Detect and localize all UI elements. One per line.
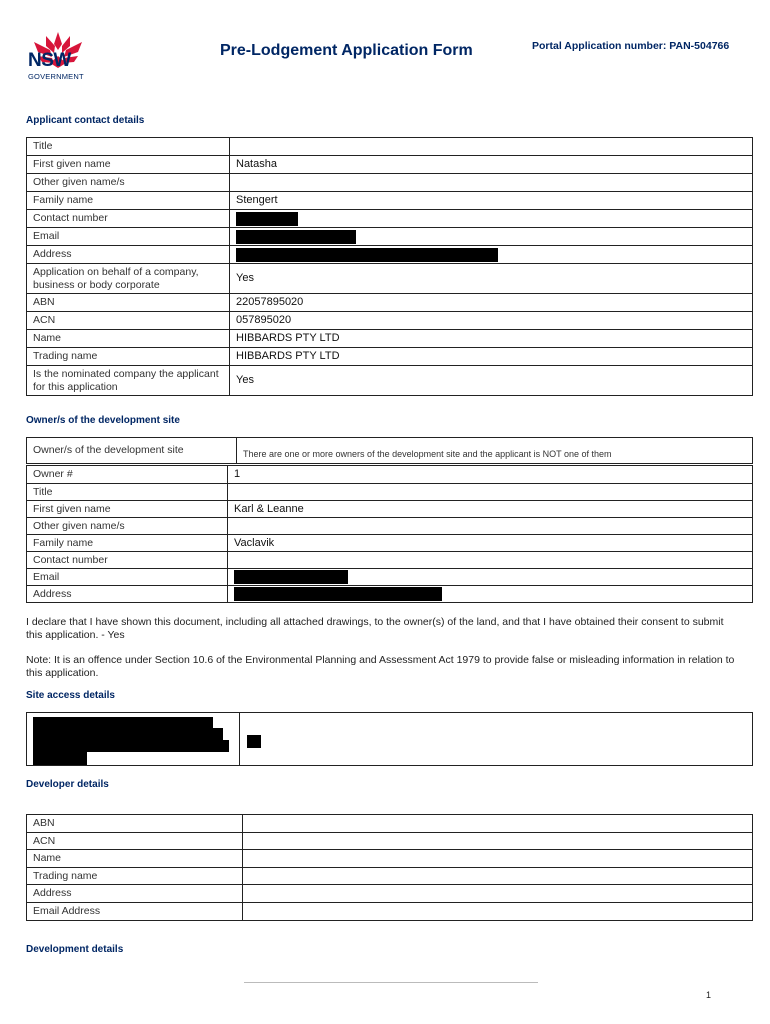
table-row [27,246,753,264]
section-heading-site-access: Site access details [26,690,115,701]
footer-divider [244,982,538,983]
table-row [27,174,753,192]
row-value [230,228,753,246]
row-label: Address [27,885,243,903]
row-value [230,246,753,264]
row-label: ACN [27,312,230,330]
table-row [27,330,753,348]
table-row [27,138,753,156]
row-value [228,552,753,569]
row-label: Owner/s of the development site [27,438,237,464]
table-row [27,586,753,603]
row-label: First given name [27,156,230,174]
developer-details-table [26,814,753,921]
row-value: HIBBARDS PTY LTD [230,348,753,366]
row-label: ABN [27,815,243,833]
table-row [27,264,753,294]
cell-divider [239,713,240,765]
redaction-bar [236,230,356,244]
redaction-bar [234,570,348,584]
row-label: Email [27,228,230,246]
redaction-bar [33,728,223,740]
row-value [230,138,753,156]
table-row [27,312,753,330]
portal-application-number: Portal Application number: PAN-504766 [532,40,730,52]
row-value [228,484,753,501]
row-label: Family name [27,535,228,552]
row-value [243,850,753,868]
site-access-box [26,712,753,766]
row-value: 057895020 [230,312,753,330]
redaction-bar [236,212,298,226]
row-label: Address [27,586,228,603]
owner-consent-declaration: I declare that I have shown this document, including all attached drawings, to the owner(s) of the land, and that I have obtained their consent to submit this application. - Yes [26,616,724,641]
table-row [27,815,753,833]
table-row [27,294,753,312]
redaction-bar [236,248,498,262]
row-label: First given name [27,501,228,518]
row-value [228,586,753,603]
row-label: Contact number [27,552,228,569]
row-value [243,903,753,921]
row-value: Karl & Leanne [228,501,753,518]
table-row [27,518,753,535]
row-label: Is the nominated company the applicant for this application [27,366,230,396]
row-label: Title [27,138,230,156]
row-label: Other given name/s [27,174,230,192]
table-row [27,885,753,903]
row-value [243,833,753,850]
table-row [27,484,753,501]
row-label: Address [27,246,230,264]
applicant-details-table [26,137,753,396]
row-value: Vaclavik [228,535,753,552]
row-value [243,885,753,903]
section-heading-developer: Developer details [26,779,109,790]
owners-summary-table [26,437,753,464]
row-value: 22057895020 [230,294,753,312]
table-row [27,501,753,518]
redaction-bar [234,587,442,601]
row-value [243,815,753,833]
row-value: There are one or more owners of the development site and the applicant is NOT one of them [237,438,753,464]
row-label: Name [27,330,230,348]
row-label: Email [27,569,228,586]
row-value: Stengert [230,192,753,210]
row-label: Trading name [27,868,243,885]
section-heading-applicant: Applicant contact details [26,115,145,126]
section-heading-owners: Owner/s of the development site [26,415,180,426]
owner-details-table [26,465,753,603]
row-label: Other given name/s [27,518,228,535]
row-label: Email Address [27,903,243,921]
redaction-bar [33,751,87,765]
table-row [27,850,753,868]
logo-wordmark: NSW [28,50,71,71]
row-label: ABN [27,294,230,312]
table-row [27,192,753,210]
row-value: Natasha [230,156,753,174]
offence-note: Note: It is an offence under Section 10.6 of the Environmental Planning and Assessment Act 1979 to provide false or misleading information in relation to this application. [26,654,735,679]
row-label: Owner # [27,466,228,484]
row-label: Trading name [27,348,230,366]
table-row [27,438,753,464]
table-row [27,868,753,885]
row-label: Name [27,850,243,868]
row-label: ACN [27,833,243,850]
table-row [27,228,753,246]
row-value [230,174,753,192]
table-row [27,569,753,586]
row-value: HIBBARDS PTY LTD [230,330,753,348]
row-label: Title [27,484,228,501]
page-title: Pre-Lodgement Application Form [220,42,473,59]
row-value: Yes [230,366,753,396]
row-value: Yes [230,264,753,294]
table-row [27,366,753,396]
redaction-bar [247,735,261,748]
row-label: Family name [27,192,230,210]
page-number: 1 [706,990,712,1000]
table-row [27,466,753,484]
table-row [27,210,753,228]
row-label: Application on behalf of a company, business or body corporate [27,264,230,294]
table-row [27,156,753,174]
table-row [27,903,753,921]
row-value [228,518,753,535]
row-label: Contact number [27,210,230,228]
table-row [27,348,753,366]
row-value: 1 [228,466,753,484]
row-value [230,210,753,228]
table-row [27,552,753,569]
row-value [228,569,753,586]
row-value [243,868,753,885]
table-row [27,535,753,552]
logo-subtitle: GOVERNMENT [28,72,84,81]
section-heading-development: Development details [26,944,124,955]
table-row [27,833,753,850]
